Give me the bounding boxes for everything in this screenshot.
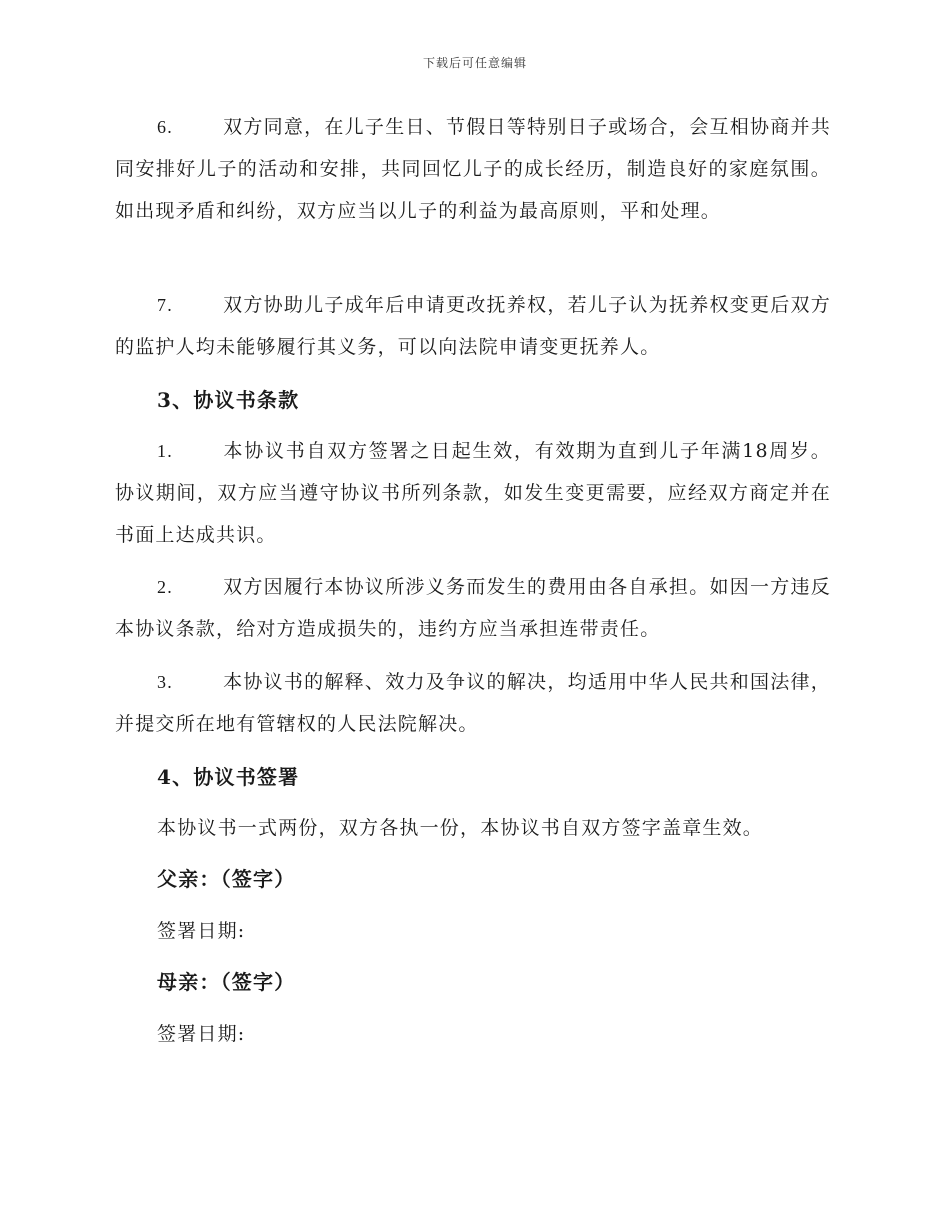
section-4-title: 4、协议书签署 [157,765,300,789]
clause-number: 3. [157,672,173,692]
clause-text: 双方同意，在儿子生日、节假日等特别日子或场合，会互相协商并共同安排好儿子的活动和安排，共同回忆儿子的成长经历，制造良好的家庭氛围。如出现矛盾和纠纷，双方应当以儿子的利益为最高原则，平和处理。 [115,116,831,222]
clause-6 [115,106,831,232]
clause-3-3 [115,661,831,745]
clause-number: 6. [157,117,173,137]
mother-signature-label: 母亲：（签字） [157,970,296,994]
clause-3-1 [115,430,831,556]
clause-7 [115,284,831,368]
clause-number: 1. [157,441,173,461]
clause-text: 本协议书自双方签署之日起生效，有效期为直到儿子年满18周岁。协议期间，双方应当遵守协议书所列条款，如发生变更需要，应经双方商定并在书面上达成共识。 [115,440,831,546]
mother-sign-date: 签署日期: [157,1023,246,1045]
father-signature-label: 父亲：（签字） [157,867,296,891]
clause-text: 双方因履行本协议所涉义务而发生的费用由各自承担。如因一方违反本协议条款，给对方造成损失的，违约方应当承担连带责任。 [115,576,831,640]
clause-number: 2. [157,577,173,597]
page-header: 下载后可任意编辑 [422,56,527,70]
signing-intro: 本协议书一式两份，双方各执一份，本协议书自双方签字盖章生效。 [157,817,764,839]
section-3-title: 3、协议书条款 [157,388,300,412]
clause-number: 7. [157,295,173,315]
clause-3-2 [115,566,831,650]
clause-text: 双方协助儿子成年后申请更改抚养权，若儿子认为抚养权变更后双方的监护人均未能够履行其义务，可以向法院申请变更抚养人。 [115,294,831,358]
father-sign-date: 签署日期: [157,920,246,942]
clause-text: 本协议书的解释、效力及争议的解决，均适用中华人民共和国法律，并提交所在地有管辖权的人民法院解决。 [115,671,831,735]
